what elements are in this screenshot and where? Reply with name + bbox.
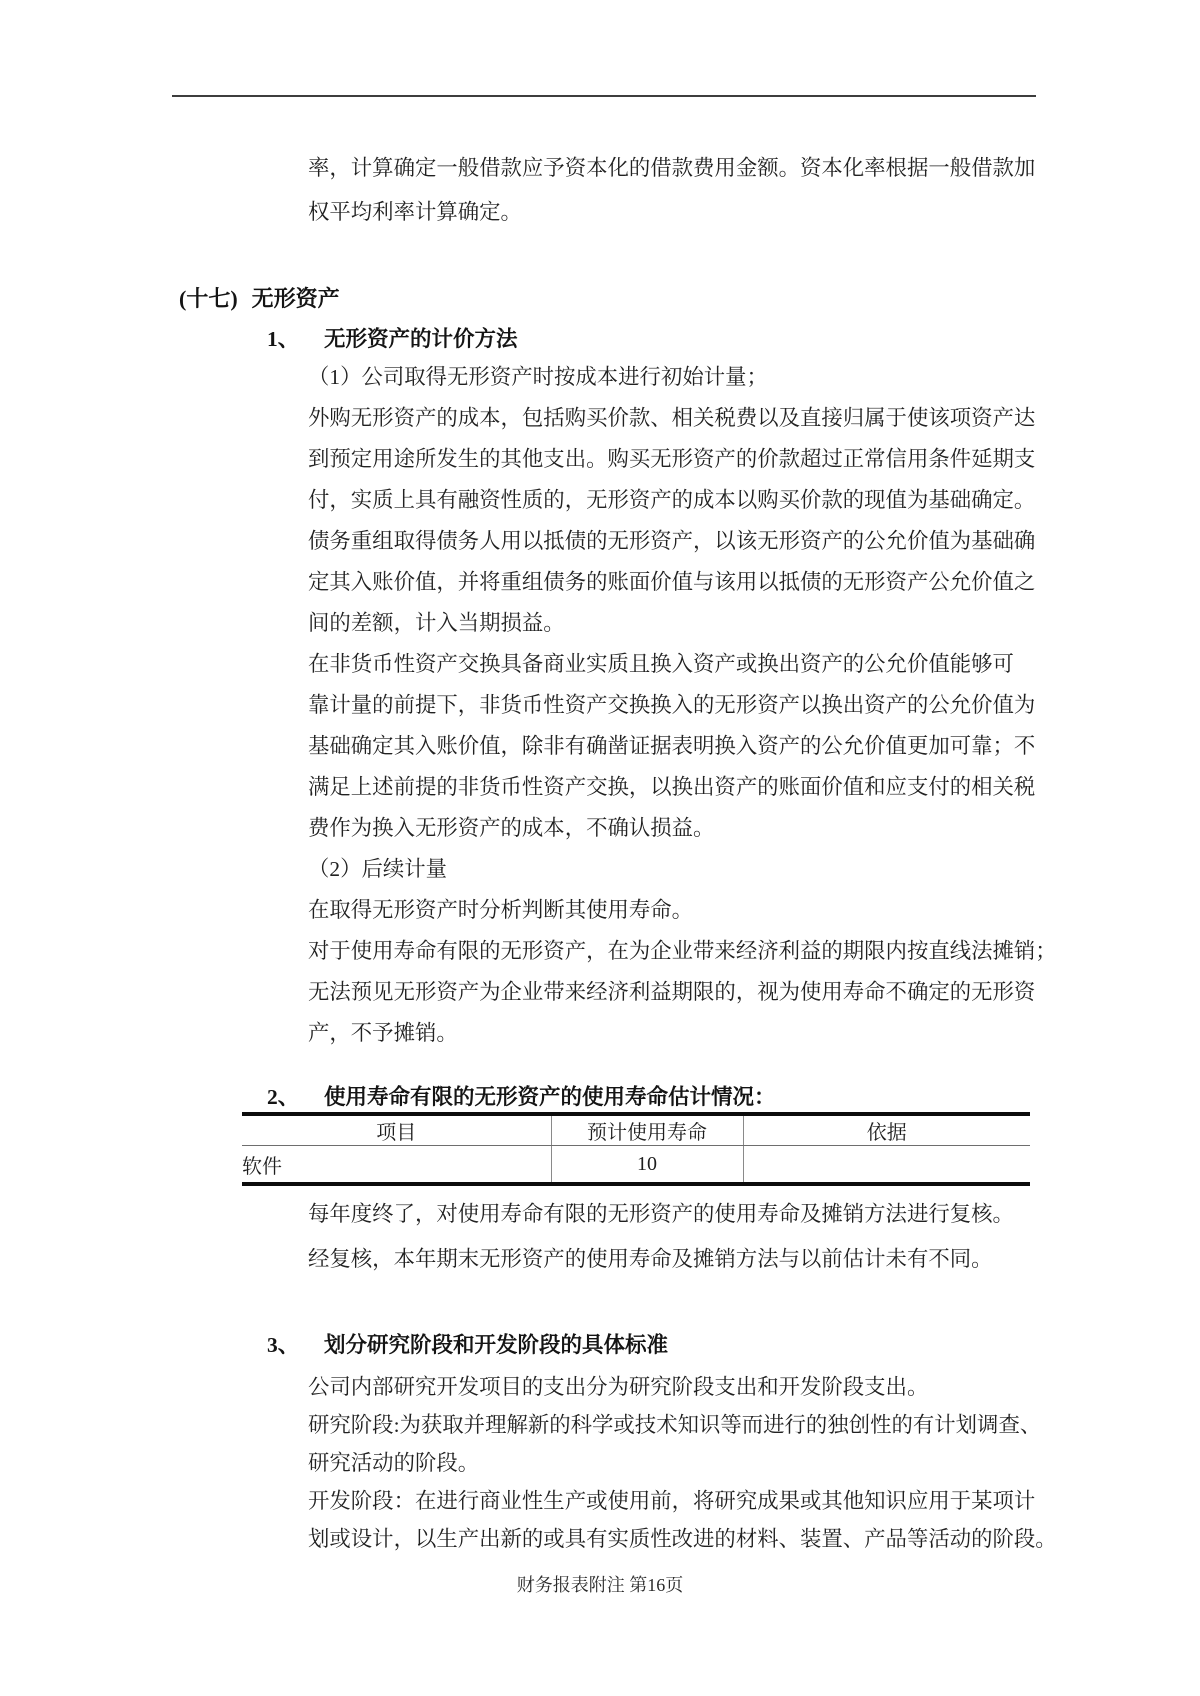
table-header-item: 项目	[242, 1114, 551, 1146]
table-header-life: 预计使用寿命	[551, 1114, 743, 1146]
body-line: 研究活动的阶段。	[308, 1451, 480, 1475]
body-line: 靠计量的前提下，非货币性资产交换换入的无形资产以换出资产的公允价值为	[308, 693, 1036, 717]
subsection-number: 2、	[267, 1085, 300, 1109]
body-line: 公司内部研究开发项目的支出分为研究阶段支出和开发阶段支出。	[308, 1375, 929, 1399]
section-number: (十七)	[179, 286, 238, 311]
body-line: 债务重组取得债务人用以抵债的无形资产，以该无形资产的公允价值为基础确	[308, 529, 1036, 553]
table-row	[242, 1146, 1030, 1185]
body-line: 费作为换入无形资产的成本，不确认损益。	[308, 816, 715, 840]
body-line: 率，计算确定一般借款应予资本化的借款费用金额。资本化率根据一般借款加	[308, 156, 1036, 180]
body-line: 经复核，本年期末无形资产的使用寿命及摊销方法与以前估计未有不同。	[308, 1247, 993, 1271]
table-header-row	[242, 1114, 1030, 1146]
subsection-number: 3、	[267, 1333, 300, 1357]
footer-page-label: 财务报表附注 第16页	[516, 1575, 684, 1595]
section-title: 无形资产	[251, 286, 340, 311]
body-line: 到预定用途所发生的其他支出。购买无形资产的价款超过正常信用条件延期支	[308, 447, 1036, 471]
body-line: 定其入账价值，并将重组债务的账面价值与该用以抵债的无形资产公允价值之	[308, 570, 1036, 594]
table-header-basis: 依据	[743, 1114, 1030, 1146]
subsection-heading-1	[267, 322, 518, 353]
table-cell-item: 软件	[242, 1155, 282, 1178]
body-line: 付，实质上具有融资性质的，无形资产的成本以购买价款的现值为基础确定。	[308, 488, 1036, 512]
table-cell-life: 10	[551, 1146, 743, 1185]
body-line: 开发阶段：在进行商业性生产或使用前，将研究成果或其他知识应用于某项计	[308, 1489, 1036, 1513]
body-line: 满足上述前提的非货币性资产交换，以换出资产的账面价值和应支付的相关税	[308, 775, 1036, 799]
header-rule	[172, 95, 1036, 97]
body-line: 在取得无形资产时分析判断其使用寿命。	[308, 898, 694, 922]
subsection-heading-2	[267, 1080, 776, 1111]
subsection-title: 使用寿命有限的无形资产的使用寿命估计情况：	[324, 1085, 776, 1109]
body-line: （2）后续计量	[308, 857, 448, 881]
subsection-heading-3	[267, 1328, 668, 1359]
section-heading	[179, 282, 340, 313]
subsection-title: 划分研究阶段和开发阶段的具体标准	[324, 1333, 669, 1357]
body-line: 研究阶段:为获取并理解新的科学或技术知识等而进行的独创性的有计划调查、	[308, 1413, 1042, 1437]
body-line: 每年度终了，对使用寿命有限的无形资产的使用寿命及摊销方法进行复核。	[308, 1202, 1014, 1226]
body-line: 基础确定其入账价值，除非有确凿证据表明换入资产的公允价值更加可靠；不	[308, 734, 1036, 758]
subsection2-notes	[308, 1192, 1014, 1282]
table-cell-basis	[743, 1146, 1030, 1185]
body-line: 权平均利率计算确定。	[308, 200, 522, 224]
subsection1-body	[308, 357, 1057, 1054]
body-line: 无法预见无形资产为企业带来经济利益期限的，视为使用寿命不确定的无形资	[308, 980, 1036, 1004]
body-line: 外购无形资产的成本，包括购买价款、相关税费以及直接归属于使该项资产达	[308, 406, 1036, 430]
subsection-title: 无形资产的计价方法	[324, 327, 518, 351]
body-line: （1）公司取得无形资产时按成本进行初始计量；	[308, 365, 768, 389]
body-line: 对于使用寿命有限的无形资产，在为企业带来经济利益的期限内按直线法摊销；	[308, 939, 1057, 963]
body-line: 间的差额，计入当期损益。	[308, 611, 565, 635]
subsection-number: 1、	[267, 327, 300, 351]
subsection3-body	[308, 1368, 1057, 1558]
intro-paragraph	[308, 146, 1035, 234]
body-line: 划或设计，以生产出新的或具有实质性改进的材料、装置、产品等活动的阶段。	[308, 1527, 1057, 1551]
body-line: 在非货币性资产交换具备商业实质且换入资产或换出资产的公允价值能够可	[308, 652, 1014, 676]
useful-life-table	[242, 1112, 1030, 1186]
body-line: 产，不予摊销。	[308, 1021, 458, 1045]
